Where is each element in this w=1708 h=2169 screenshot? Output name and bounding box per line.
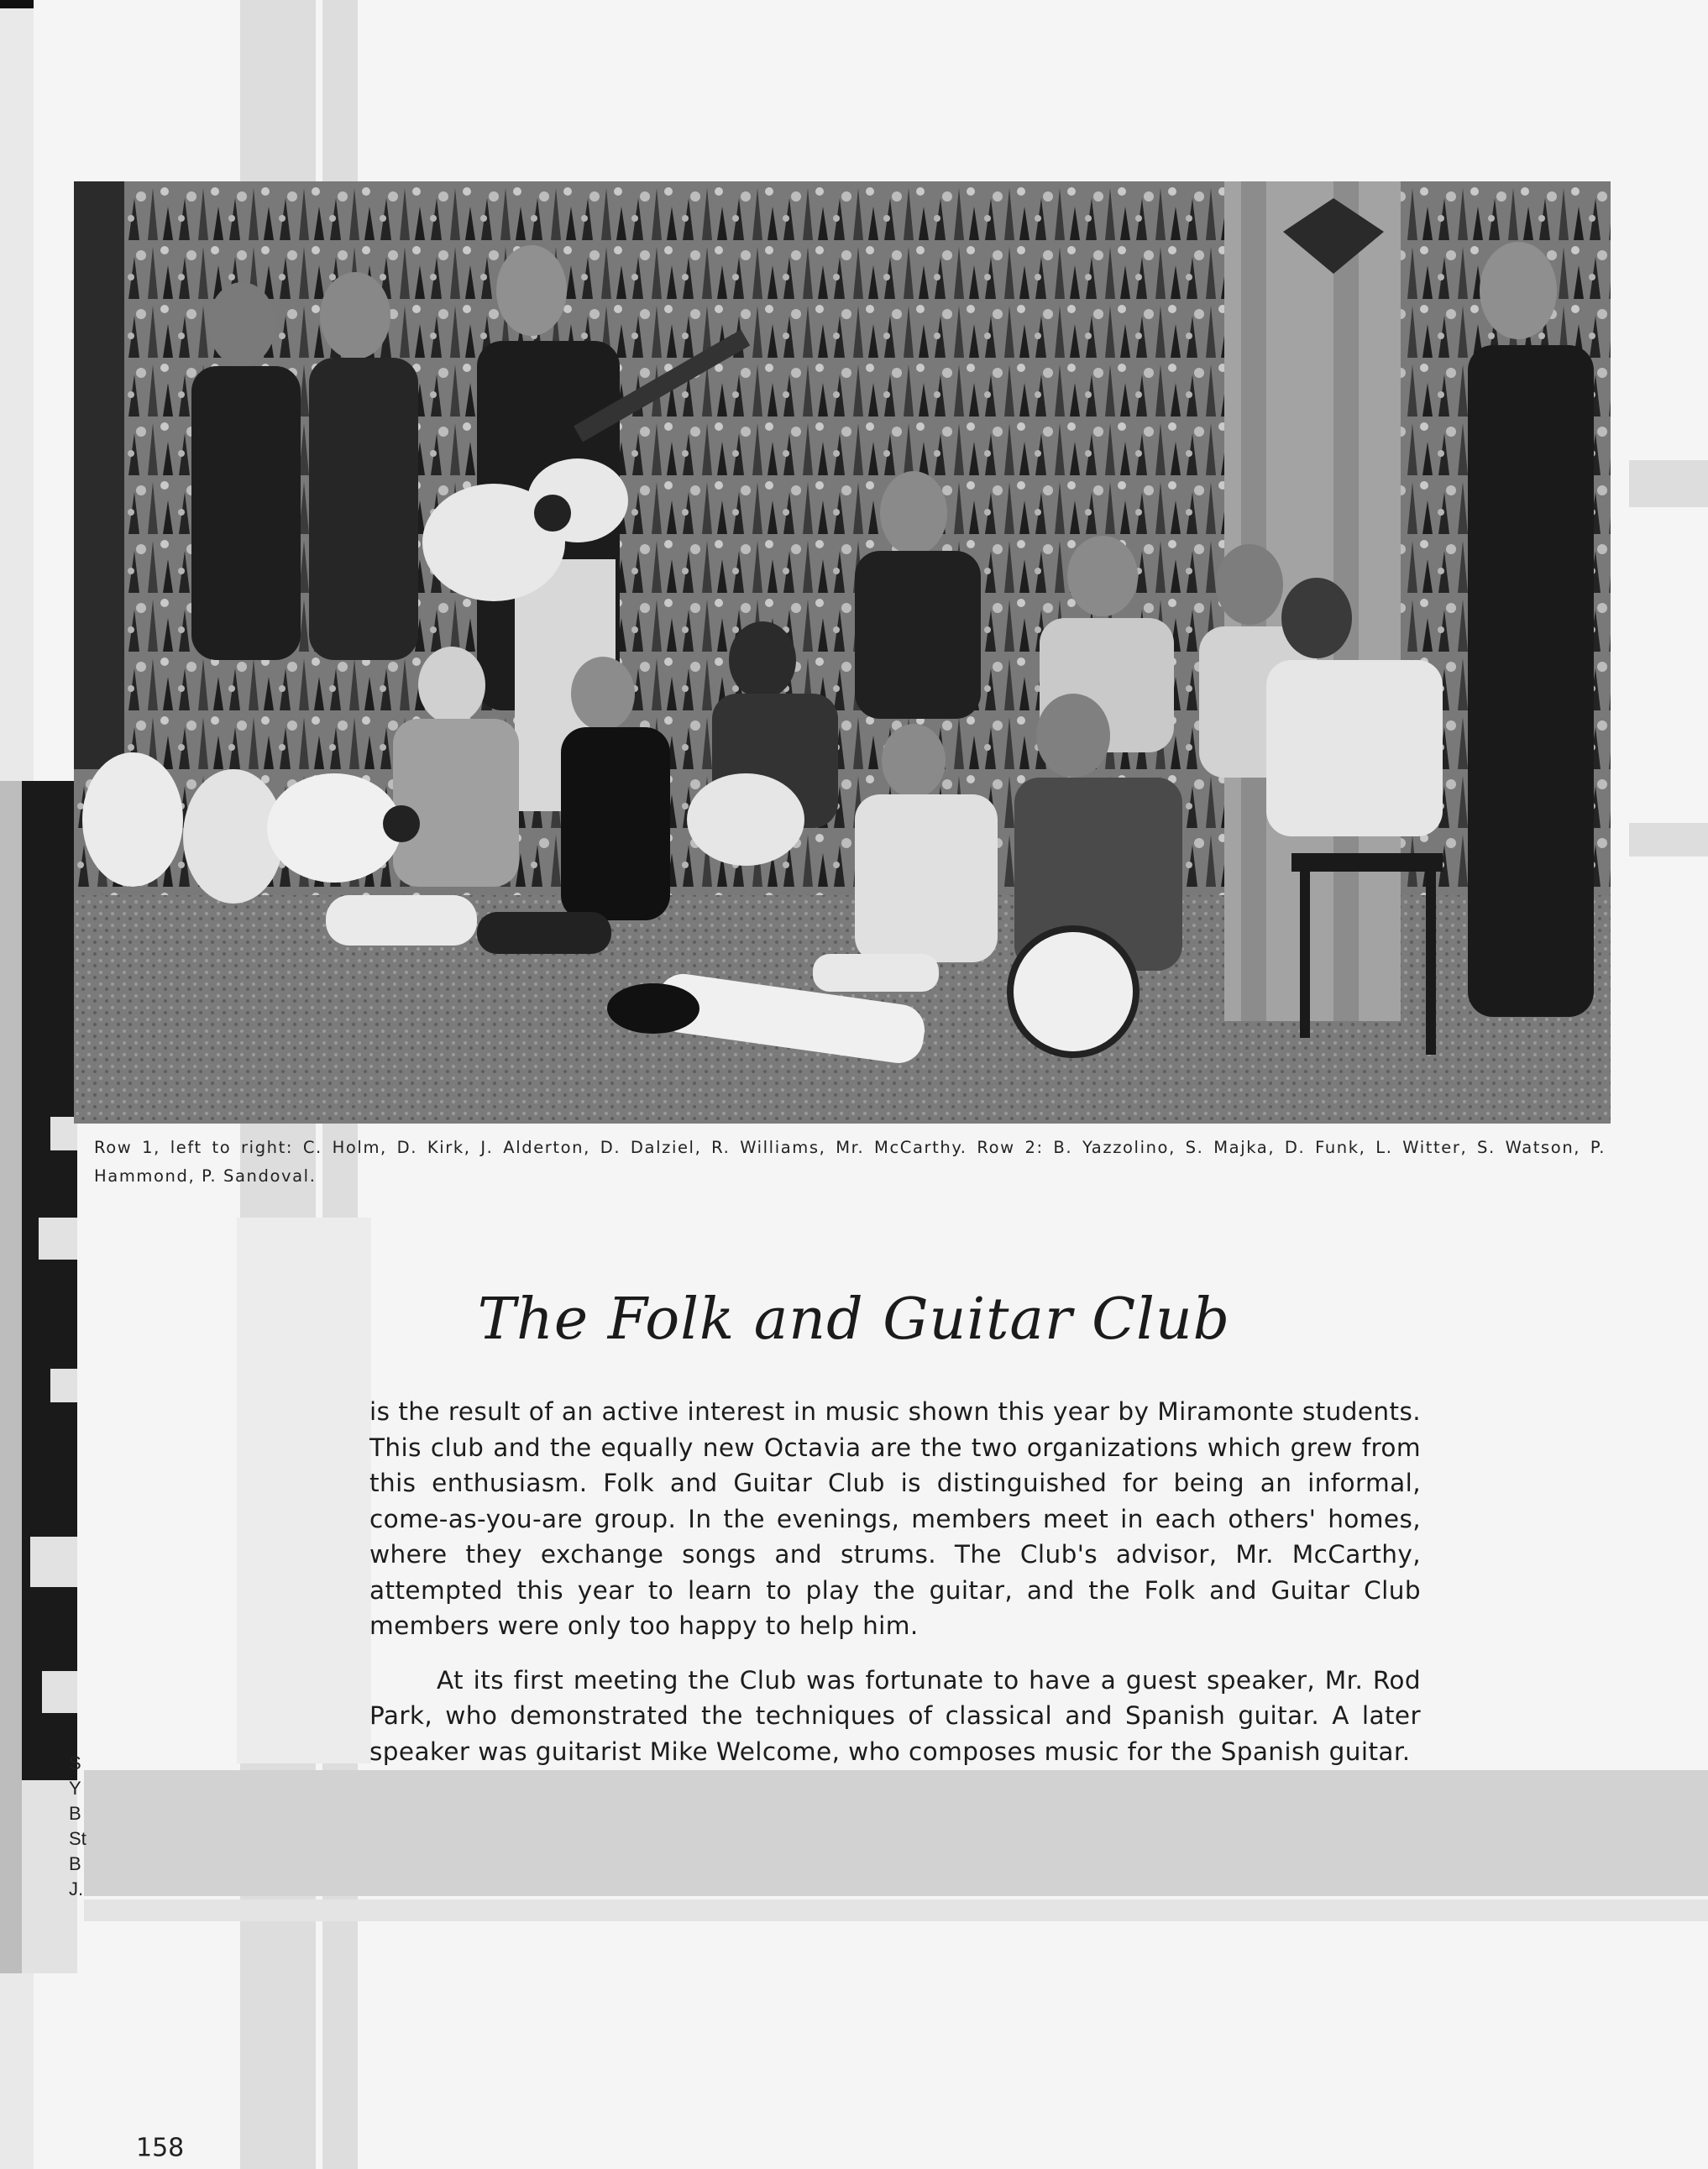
article-body xyxy=(369,1394,1421,1788)
paragraph-1: is the result of an active interest in music shown this year by Miramonte students. This club and the equally new Octavia are the two organizations which grew from this enthusiasm. Folk and Guitar Club is distinguished for being an informal, come-as-you-are group. In the evenings, members meet in each others' homes, where they exchange songs and strums. The Club's advisor, Mr. McCarthy, attempted this year to learn to play the guitar, and the Folk and Guitar Club members were only too happy to help him. xyxy=(369,1397,1421,1640)
club-group-photo xyxy=(74,181,1611,1124)
photo-caption: Row 1, left to right: C. Holm, D. Kirk, J. Alderton, D. Dalziel, R. Williams, Mr. McCarthy. Row 2: B. Yazzolino, S. Majka, D. Funk, L. Witter, S. Watson, P. Hammond, P. Sandoval. xyxy=(94,1138,1606,1186)
paragraph-2: At its first meeting the Club was fortunate to have a guest speaker, Mr. Rod Park, who demonstrated the techniques of classical and Spanish guitar. A later speaker was guitarist Mike Welcome, who composes music for the Spanish guitar. xyxy=(369,1665,1421,1766)
previous-page-sliver xyxy=(0,781,77,1973)
decor-band-horizontal-1 xyxy=(84,1770,1708,1896)
page-number: 158 xyxy=(136,2133,185,2163)
decor-band-right-tab-1 xyxy=(1629,460,1708,507)
decor-band-horizontal-2 xyxy=(84,1899,1708,1921)
decor-band-right-tab-2 xyxy=(1629,823,1708,857)
article-title: The Folk and Guitar Club xyxy=(477,1286,1231,1353)
previous-page-text-fragments: S Y B St B J. xyxy=(69,1752,86,1899)
